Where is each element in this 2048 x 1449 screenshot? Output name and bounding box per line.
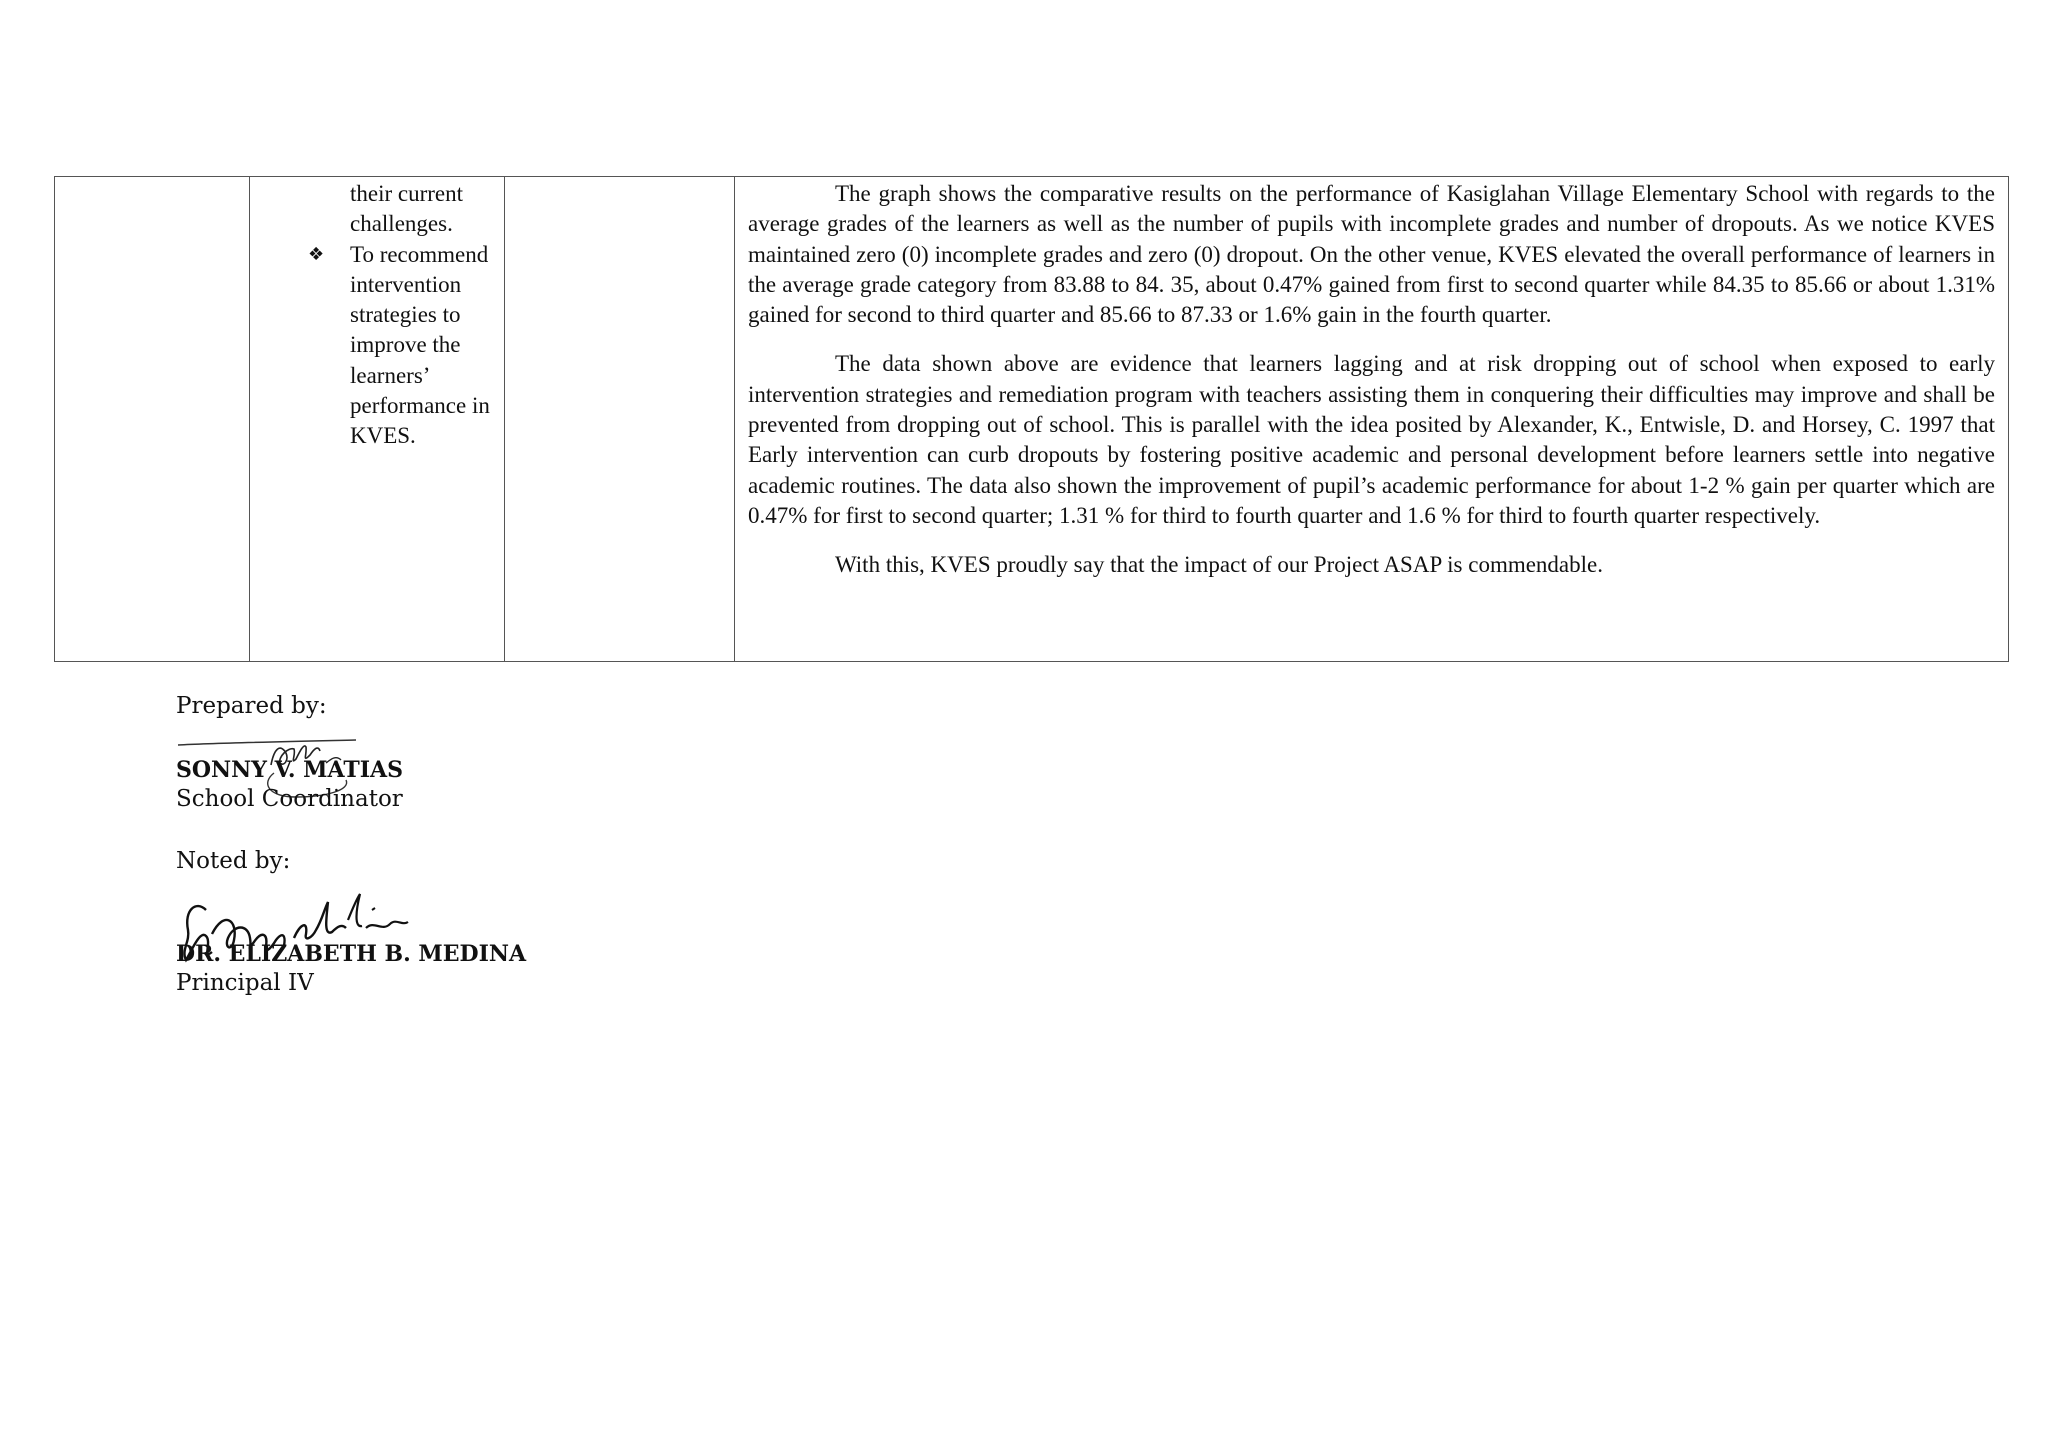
noted-by-label: Noted by: (176, 848, 291, 874)
results-paragraph: The data shown above are evidence that learners lagging and at risk dropping out of school when exposed to early intervention strategies and remediation program with teachers assisting them in conquering their difficulties may improve and shall be prevented from dropping out of school. This is parallel with the idea posited by Alexander, K., Entwisle, D. and Horsey, C. 1997 that Early intervention can curb dropouts by fostering positive academic and personal development before learners settle into negative academic routines. The data also shown the improvement of pupil’s academic performance for about 1-2 % gain per quarter which are 0.47% for first to second quarter; 1.31 % for third to fourth quarter and 1.6 % for third to fourth quarter respectively. (748, 351, 1995, 528)
report-table (54, 176, 2009, 662)
results-cell (735, 177, 2009, 662)
noted-by-name: DR. ELIZABETH B. MEDINA (176, 941, 527, 967)
results-paragraph: With this, KVES proudly say that the impact of our Project ASAP is commendable. (835, 552, 1603, 578)
objective-continuation: their current challenges. (350, 181, 464, 237)
prepared-by-name: SONNY V. MATIAS (176, 757, 404, 783)
objectives-cell (250, 177, 505, 662)
prepared-by-title: School Coordinator (176, 786, 403, 812)
prepared-by-label: Prepared by: (176, 693, 327, 719)
diamond-bullet-icon: ❖ (308, 243, 325, 265)
objective-item (308, 240, 496, 452)
empty-cell (55, 177, 250, 662)
objective-text: To recommend intervention strategies to improve the learners’ performance in KVES. (350, 241, 490, 449)
empty-cell (505, 177, 735, 662)
noted-by-title: Principal IV (176, 970, 314, 996)
table-row (55, 177, 2009, 662)
results-paragraph: The graph shows the comparative results on the performance of Kasiglahan Village Elementary School with regards to the average grades of the learners as well as the number of pupils with incomplete grades and number of dropouts. As we notice KVES maintained zero (0) incomplete grades and zero (0) dropout. On the other venue, KVES elevated the overall performance of learners in the average grade category from 83.88 to 84. 35, about 0.47% gained from first to second quarter while 84.35 to 85.66 or about 1.31% gained for second to third quarter and 85.66 to 87.33 or 1.6% gain in the fourth quarter. (748, 181, 1995, 328)
